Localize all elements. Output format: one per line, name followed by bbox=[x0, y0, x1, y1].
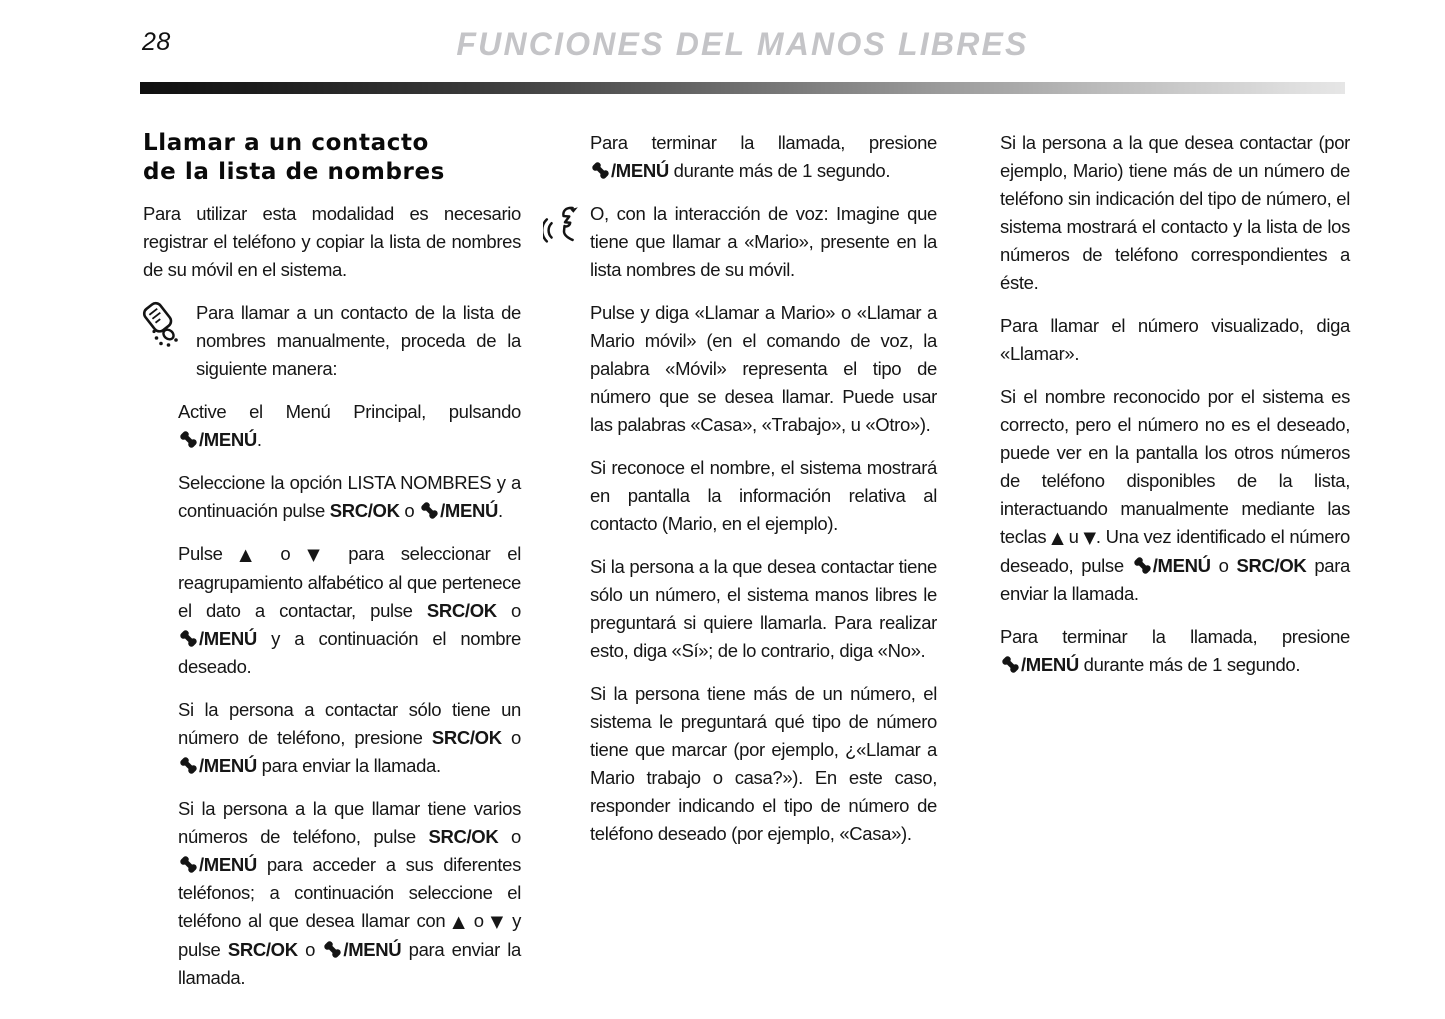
phone-handset-icon bbox=[178, 430, 199, 449]
text-run: Para llamar el número visualizado, diga «Llamar». bbox=[1000, 315, 1350, 364]
paragraph bbox=[143, 200, 521, 284]
key-combo bbox=[178, 429, 257, 450]
key-label: SRC/OK bbox=[1236, 555, 1307, 576]
text-run: Si la persona a la que desea contactar (por ejemplo, Mario) tiene más de un número de teléfono sin indicación del tipo de número, el sistema mostrará el contacto y la lista de los números de teléfono correspondientes a éste. bbox=[1000, 132, 1350, 293]
key-combo bbox=[1000, 654, 1079, 675]
key-label: /MENÚ bbox=[1152, 555, 1211, 576]
phone-handset-icon bbox=[178, 855, 199, 874]
key-label: SRC/OK bbox=[227, 939, 298, 960]
paragraph bbox=[178, 540, 521, 681]
text-run: u bbox=[1063, 526, 1084, 547]
paragraph bbox=[178, 469, 521, 525]
text-run: para enviar la llamada. bbox=[256, 755, 441, 776]
text-run: de la lista de nombres bbox=[143, 159, 445, 185]
paragraph bbox=[590, 454, 937, 538]
key-label: SRC/OK bbox=[428, 826, 499, 847]
content-columns bbox=[143, 129, 1350, 992]
text-run: . bbox=[256, 429, 262, 450]
page-title: FUNCIONES DEL MANOS LIBRES bbox=[456, 26, 1029, 62]
text-run: Llamar a un contacto bbox=[143, 130, 429, 156]
text-run: Si el nombre reconocido por el sistema es correcto, pero el número no es el deseado, puede ver en la pantalla los otros números de teléfono disponibles de la lista, interactuando manualmente mediante las teclas bbox=[1000, 386, 1350, 547]
text-run: para seleccionar el reagrupamiento alfabético al que pertenece el dato a contactar, pulse bbox=[178, 543, 521, 621]
voice-interaction-icon bbox=[543, 203, 585, 253]
section-heading bbox=[143, 129, 521, 187]
key-combo bbox=[178, 755, 257, 776]
text-run: para enviar la llamada. bbox=[1000, 555, 1350, 604]
key-label: /MENÚ bbox=[440, 500, 499, 521]
text-run: y a continuación el nombre deseado. bbox=[178, 628, 521, 677]
key-label: /MENÚ bbox=[611, 160, 669, 181]
key-combo bbox=[590, 160, 669, 181]
key-label: /MENÚ bbox=[343, 939, 402, 960]
text-run: Pulse bbox=[178, 543, 240, 564]
text-run: o bbox=[496, 600, 521, 621]
text-run: para enviar la llamada. bbox=[178, 939, 521, 988]
text-run: Si reconoce el nombre, el sistema mostrará en pantalla la información relativa al contacto (Mario, en el ejemplo). bbox=[590, 457, 937, 534]
text-run: o bbox=[297, 939, 323, 960]
text-run: . Una vez identificado el número deseado, pulse bbox=[1000, 526, 1350, 576]
paragraph bbox=[1000, 129, 1350, 297]
phone-handset-icon bbox=[1000, 655, 1021, 674]
phone-handset-icon bbox=[178, 756, 199, 775]
paragraph-voice bbox=[590, 200, 937, 284]
text-run: o bbox=[466, 910, 491, 931]
key-combo bbox=[322, 939, 401, 960]
paragraph bbox=[178, 795, 521, 992]
text-run: Para terminar la llamada, presione bbox=[1000, 626, 1350, 647]
paragraph bbox=[590, 129, 937, 185]
text-run: Seleccione la opción LISTA NOMBRES y a continuación pulse bbox=[178, 472, 521, 521]
key-combo bbox=[178, 854, 257, 875]
key-label: /MENÚ bbox=[199, 628, 257, 649]
key-label: /MENÚ bbox=[199, 854, 257, 875]
triangle-down-icon: ▼ bbox=[307, 545, 332, 564]
phone-handset-icon bbox=[590, 161, 611, 180]
paragraph bbox=[1000, 623, 1350, 679]
key-label: /MENÚ bbox=[1021, 654, 1079, 675]
text-run: Si la persona tiene más de un número, el sistema le preguntará qué tipo de número tiene que marcar (por ejemplo, ¿«Llamar a Mario trabajo o casa?»). En este caso, responder indicando el tipo de número de teléfono deseado (por ejemplo, «Casa»). bbox=[590, 683, 937, 844]
text-run: y pulse bbox=[178, 910, 521, 960]
triangle-down-icon: ▼ bbox=[490, 912, 506, 931]
key-combo bbox=[419, 500, 498, 521]
paragraph bbox=[590, 553, 937, 665]
text-run: Para llamar a un contacto de la lista de nombres manualmente, proceda de la siguiente manera: bbox=[196, 302, 521, 379]
key-combo bbox=[178, 628, 257, 649]
paragraph bbox=[590, 680, 937, 848]
text-run: Para utilizar esta modalidad es necesario registrar el teléfono y copiar la lista de nombres de su móvil en el sistema. bbox=[143, 203, 521, 280]
text-run: Si la persona a la que desea contactar tiene sólo un número, el sistema manos libres le preguntará si quiere llamarla. Para realizar esto, diga «Sí»; de lo contrario, diga «No». bbox=[590, 556, 937, 661]
triangle-down-icon: ▼ bbox=[1083, 528, 1096, 547]
text-run: Pulse y diga «Llamar a Mario» o «Llamar a Mario móvil» (en el comando de voz, la palabra «Móvil» representa el tipo de número que se desea llamar. Puede usar las palabras «Casa», «Trabajo», u «Otro»). bbox=[590, 302, 937, 435]
phone-handset-icon bbox=[178, 629, 199, 648]
text-run: . bbox=[498, 500, 503, 521]
text-run: o bbox=[263, 543, 308, 564]
key-combo bbox=[1132, 555, 1211, 576]
column-2 bbox=[590, 129, 937, 848]
key-label: /MENÚ bbox=[199, 755, 257, 776]
text-run: o bbox=[399, 500, 420, 521]
text-run: o bbox=[501, 727, 521, 748]
triangle-up-icon: ▲ bbox=[1051, 528, 1064, 547]
text-run: durante más de 1 segundo. bbox=[668, 160, 891, 181]
header-gradient-bar bbox=[140, 82, 1345, 94]
page-number: 28 bbox=[142, 28, 171, 56]
key-label: SRC/OK bbox=[431, 727, 502, 748]
text-run: o bbox=[498, 826, 521, 847]
paragraph bbox=[178, 398, 521, 454]
text-run: O, con la interacción de voz: Imagine que tiene que llamar a «Mario», presente en la lista nombres de su móvil. bbox=[590, 203, 937, 280]
key-label: SRC/OK bbox=[426, 600, 497, 621]
paragraph bbox=[1000, 383, 1350, 608]
phone-handset-icon bbox=[419, 501, 440, 520]
triangle-up-icon: ▲ bbox=[452, 912, 467, 931]
text-run: durante más de 1 segundo. bbox=[1078, 654, 1301, 675]
column-1 bbox=[143, 129, 521, 992]
phone-handset-icon bbox=[322, 940, 343, 959]
text-run: o bbox=[1210, 555, 1237, 576]
key-label: /MENÚ bbox=[199, 429, 257, 450]
manual-press-icon bbox=[140, 300, 187, 352]
paragraph bbox=[1000, 312, 1350, 368]
text-run: Si la persona a contactar sólo tiene un número de teléfono, presione bbox=[178, 699, 521, 748]
column-3 bbox=[1000, 129, 1350, 679]
phone-handset-icon bbox=[1132, 556, 1153, 575]
text-run: Active el Menú Principal, pulsando bbox=[178, 401, 521, 422]
text-run: para acceder a sus diferentes teléfonos; a continuación seleccione el teléfono al que desea llamar con bbox=[178, 854, 521, 931]
key-label: SRC/OK bbox=[329, 500, 400, 521]
triangle-up-icon: ▲ bbox=[239, 545, 264, 564]
text-run: Para terminar la llamada, presione bbox=[590, 132, 937, 153]
paragraph bbox=[590, 299, 937, 439]
paragraph bbox=[178, 696, 521, 780]
text-run: Si la persona a la que llamar tiene varios números de teléfono, pulse bbox=[178, 798, 521, 847]
paragraph-manual bbox=[196, 299, 521, 383]
